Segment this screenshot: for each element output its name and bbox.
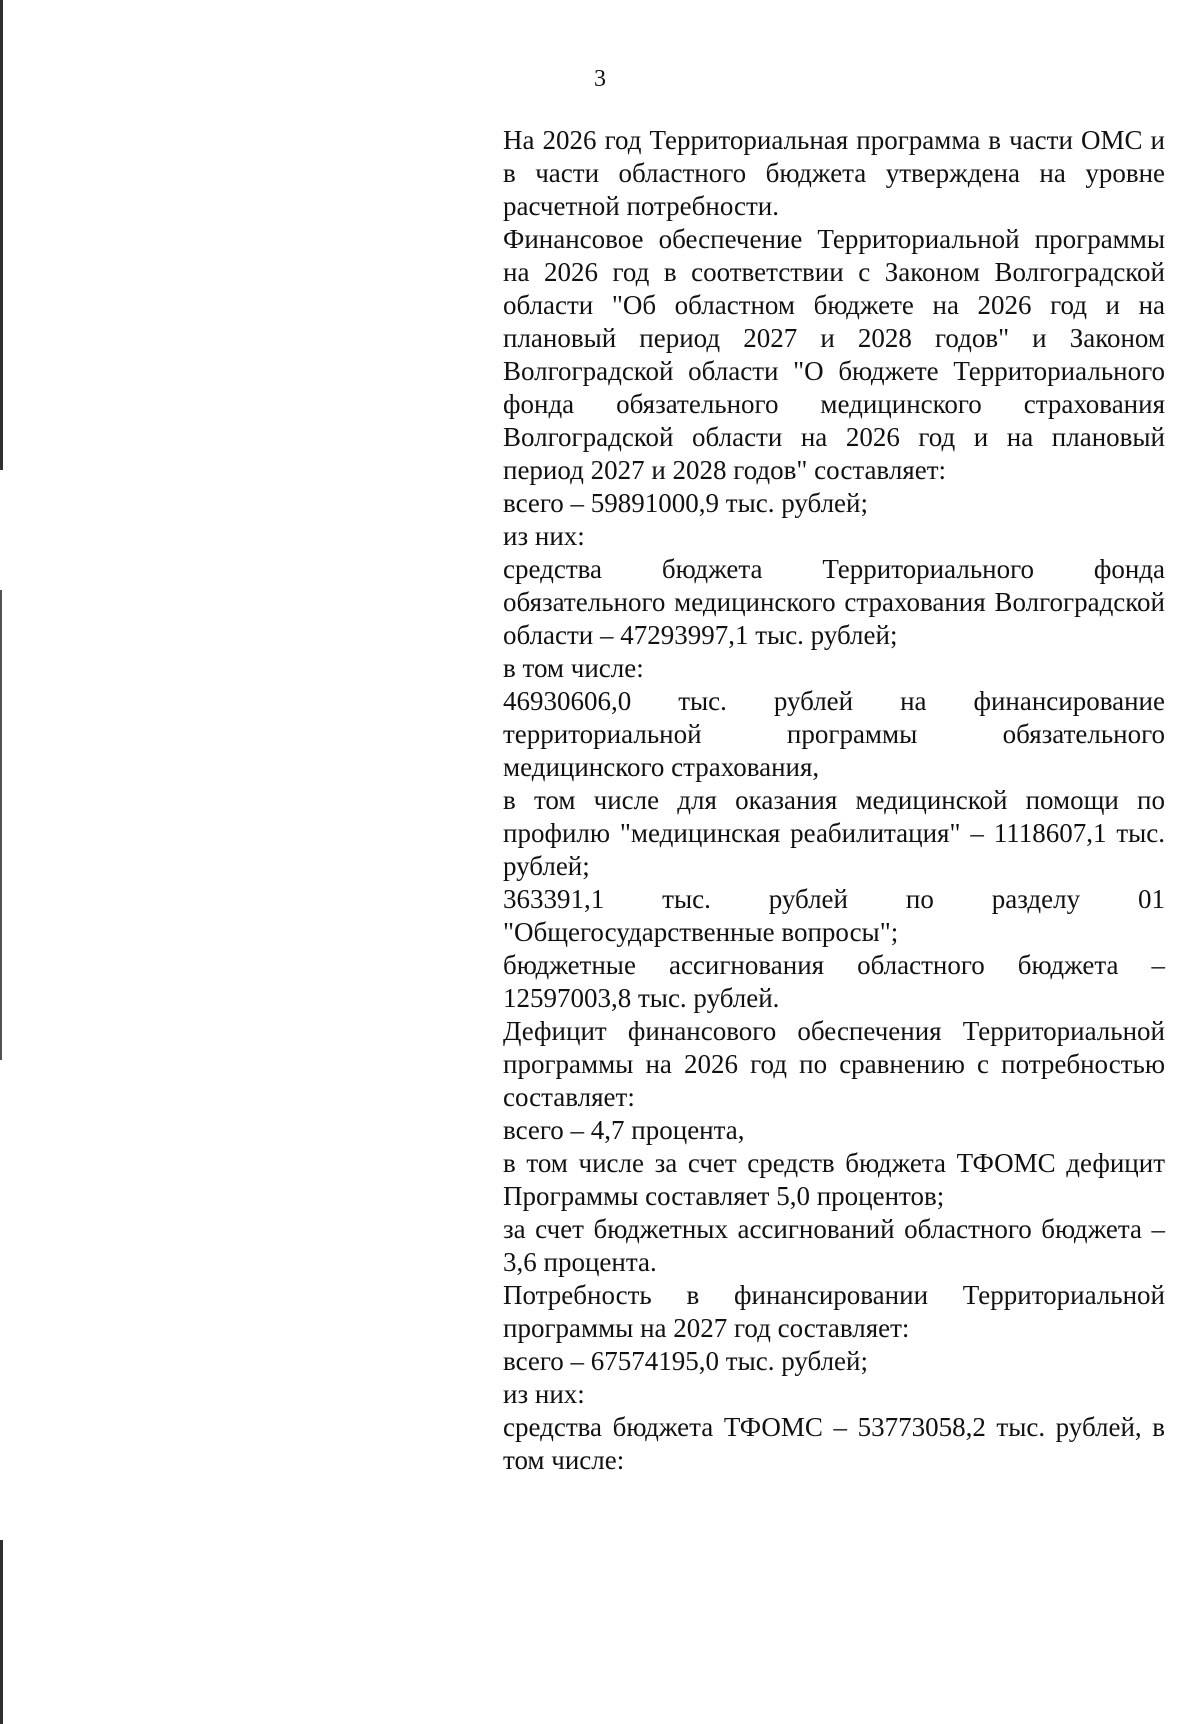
document-body	[503, 124, 1165, 1477]
paragraph: из них:	[503, 521, 585, 551]
page-number: 3	[594, 66, 606, 92]
paragraph: в том числе:	[503, 653, 644, 683]
scan-edge-mark	[0, 1540, 3, 1724]
paragraph: Финансовое обеспечение Территориальной программы на 2026 год в соответствии с Законом Волгоградской области "Об областном бюджете на 2026 год и на плановый период 2027 и 2028 годов" и Законом Волгоградской области "О бюджете Территориального фонда обязательного медицинского страхования Волгоградской области на 2026 год и на плановый период 2027 и 2028 годов" составляет:	[503, 224, 1165, 485]
paragraph: всего – 4,7 процента,	[503, 1115, 745, 1145]
paragraph: средства бюджета Территориального фонда обязательного медицинского страхования Волгоградской области – 47293997,1 тыс. рублей;	[503, 554, 1165, 650]
paragraph: Дефицит финансового обеспечения Территориальной программы на 2026 год по сравнению с потребностью составляет:	[503, 1016, 1165, 1112]
paragraph: бюджетные ассигнования областного бюджета – 12597003,8 тыс. рублей.	[503, 950, 1165, 1013]
paragraph: 363391,1 тыс. рублей по разделу 01 "Общегосударственные вопросы";	[503, 884, 1165, 947]
paragraph: всего – 59891000,9 тыс. рублей;	[503, 488, 868, 518]
paragraph: На 2026 год Территориальная программа в части ОМС и в части областного бюджета утверждена на уровне расчетной потребности.	[503, 125, 1165, 221]
paragraph: всего – 67574195,0 тыс. рублей;	[503, 1346, 868, 1376]
paragraph: средства бюджета ТФОМС – 53773058,2 тыс. рублей, в том числе:	[503, 1412, 1165, 1475]
paragraph: из них:	[503, 1379, 585, 1409]
paragraph: за счет бюджетных ассигнований областного бюджета – 3,6 процента.	[503, 1214, 1165, 1277]
scan-edge-mark	[0, 590, 2, 1060]
paragraph: 46930606,0 тыс. рублей на финансирование территориальной программы обязательного медицинского страхования,	[503, 686, 1165, 782]
paragraph: в том числе для оказания медицинской помощи по профилю "медицинская реабилитация" – 1118607,1 тыс. рублей;	[503, 785, 1165, 881]
paragraph: Потребность в финансировании Территориальной программы на 2027 год составляет:	[503, 1280, 1165, 1343]
paragraph: в том числе за счет средств бюджета ТФОМС дефицит Программы составляет 5,0 процентов;	[503, 1148, 1165, 1211]
